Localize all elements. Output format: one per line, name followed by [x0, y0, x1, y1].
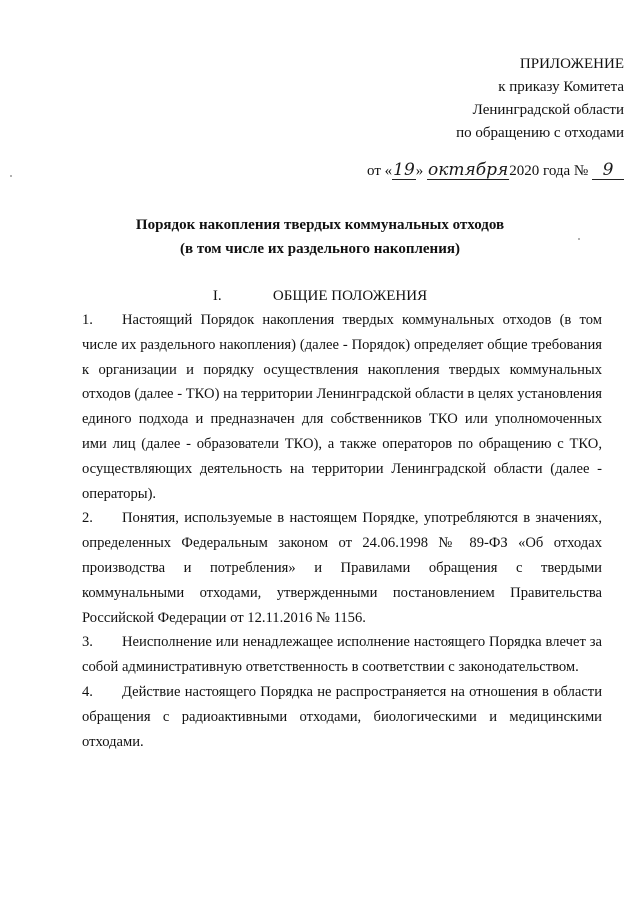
paragraph [82, 506, 602, 630]
document-title [0, 213, 640, 261]
paragraph-text: Настоящий Порядок накопления твердых коммунальных отходов (в том числе их раздельного накопления) (далее - Порядок) определяет общие требования к организации и порядку осуществления накопления твердых коммунальных отходов (далее - ТКО) на территории Ленинградской области в целях установления единого подхода и предназначен для собственников ТКО или уполномоченных ими лиц (далее - образователи ТКО), а также операторов по обращению с ТКО, осуществляющих деятельность на территории Ленинградской области (далее - операторы). [82, 312, 602, 502]
title-line-2: (в том числе их раздельного накопления) [180, 241, 460, 257]
title-line-1: Порядок накопления твердых коммунальных отходов [135, 217, 505, 233]
paragraph-text: Действие настоящего Порядка не распространяется на отношения в области обращения с радиоактивными отходами, биологическими и медицинскими отходами. [82, 683, 602, 750]
date-prefix: от « [367, 163, 393, 179]
committee-region: Ленинградской области [472, 102, 624, 118]
paragraph [82, 630, 602, 680]
paragraph-number: 4. [82, 683, 93, 700]
order-date-line [294, 157, 624, 185]
order-reference: к приказу Комитета [498, 79, 624, 95]
appendix-header [294, 53, 624, 185]
handwritten-day: 19 [393, 160, 415, 180]
document-body [82, 308, 602, 754]
paragraph-number: 3. [82, 634, 93, 651]
paragraph-number: 1. [82, 312, 93, 328]
paragraph [82, 308, 602, 506]
handwritten-order-number: 9 [592, 161, 624, 180]
appendix-label: ПРИЛОЖЕНИЕ [519, 56, 624, 72]
scan-speck [10, 175, 12, 177]
committee-scope: по обращению с отходами [456, 125, 624, 141]
paragraph [82, 680, 602, 754]
date-quote-close: » [415, 163, 424, 179]
section-title: ОБЩИЕ ПОЛОЖЕНИЯ [272, 288, 428, 304]
section-number: I. [212, 288, 222, 304]
section-heading [0, 286, 640, 306]
handwritten-month: октября [428, 160, 509, 180]
year-and-number-label: 2020 года № [509, 163, 589, 179]
paragraph-number: 2. [82, 510, 93, 527]
paragraph-text: Неисполнение или ненадлежащее исполнение настоящего Порядка влечет за собой административную ответственность в соответствии с законодательством. [82, 634, 602, 676]
paragraph-text: Понятия, используемые в настоящем Порядке, употребляются в значениях, определенных Федеральным законом от 24.06.1998 № 89-ФЗ «Об отходах производства и потребления» и Правилами обращения с твердыми коммунальными отходами, утвержденными постановлением Правительства Российской Федерации от 12.11.2016 № 1156. [82, 510, 602, 626]
